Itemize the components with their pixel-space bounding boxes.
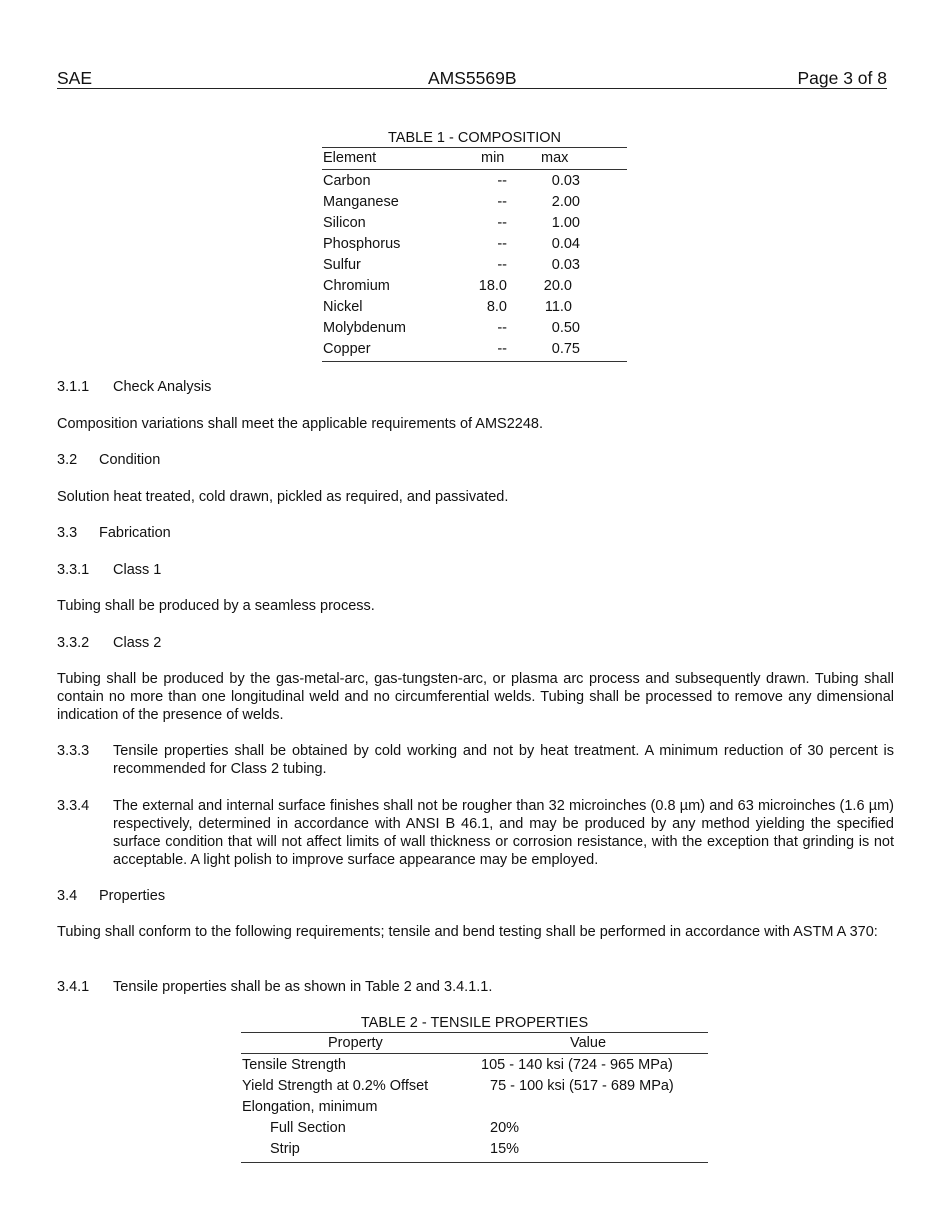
cell-property: Full Section	[270, 1120, 346, 1136]
cell-value: 20%	[490, 1120, 520, 1136]
paragraph-3-3-1: Tubing shall be produced by a seamless process.	[57, 598, 375, 614]
cell-min: --	[497, 173, 507, 189]
tensile-properties-table	[241, 1014, 708, 1163]
section-number: 3.1.1	[57, 379, 90, 395]
section-heading-3-4	[57, 887, 165, 905]
cell-element: Silicon	[323, 215, 366, 231]
section-heading-3-1-1	[57, 378, 211, 396]
col-header-element: Element	[323, 150, 377, 166]
section-heading-3-3-2	[57, 634, 161, 652]
cell-min: --	[497, 257, 507, 273]
table-row	[241, 1097, 708, 1118]
col-header-value: Value	[570, 1035, 607, 1051]
section-title: Check Analysis	[113, 379, 212, 395]
table-row	[241, 1076, 708, 1097]
col-header-max: max	[541, 150, 569, 166]
paragraph-3-4: Tubing shall conform to the following requirements; tensile and bend testing shall be performed in accordance with ASTM A 370:	[57, 924, 878, 940]
cell-element: Sulfur	[323, 257, 361, 273]
cell-element: Molybdenum	[323, 320, 407, 336]
cell-element: Manganese	[323, 194, 399, 210]
paragraph-3-3-4	[57, 797, 894, 869]
cell-min: --	[497, 236, 507, 252]
table-header-row	[241, 1033, 708, 1054]
section-text: The external and internal surface finishes shall not be rougher than 32 microinches (0.8 µm) and 63 microinches (1.6 µm) respectively, determined in accordance with ANSI B 46.1, and may be produced by any method yielding the specified surface condition that will not affect limits of wall thickness or corrosion resistance, with the exception that grinding is not acceptable. A light polish to improve surface appearance may be employed.	[113, 798, 894, 868]
cell-element: Carbon	[323, 173, 371, 189]
section-heading-3-4-1	[57, 978, 492, 996]
cell-element: Copper	[323, 341, 371, 357]
table-row	[322, 234, 627, 255]
cell-element: Chromium	[323, 278, 390, 294]
cell-min: --	[497, 320, 507, 336]
cell-property: Strip	[270, 1141, 300, 1157]
section-number: 3.2	[57, 452, 78, 468]
table-body	[322, 170, 627, 362]
table-title: TABLE 1 - COMPOSITION	[322, 129, 627, 148]
table-row	[322, 255, 627, 276]
table-row	[322, 339, 627, 360]
cell-max: 0.75	[551, 341, 580, 357]
col-header-property: Property	[328, 1035, 383, 1051]
cell-min: --	[497, 215, 507, 231]
paragraph-3-2: Solution heat treated, cold drawn, pickled as required, and passivated.	[57, 489, 509, 505]
section-number: 3.3.3	[57, 743, 90, 759]
cell-max: 11.0	[544, 299, 572, 315]
table-row	[322, 192, 627, 213]
cell-value: 75 - 100 ksi (517 - 689 MPa)	[490, 1078, 674, 1094]
cell-max: 20.0	[543, 278, 572, 294]
cell-min: 8.0	[486, 299, 507, 315]
section-number: 3.3.2	[57, 635, 90, 651]
section-text: Tensile properties shall be as shown in Table 2 and 3.4.1.1.	[113, 979, 493, 995]
section-heading-3-3	[57, 524, 171, 542]
cell-value: 15%	[490, 1141, 520, 1157]
cell-value: 105 - 140 ksi (724 - 965 MPa)	[481, 1057, 673, 1073]
table-row	[322, 318, 627, 339]
section-title: Fabrication	[99, 525, 171, 541]
table-row	[241, 1055, 708, 1076]
cell-property: Elongation, minimum	[242, 1099, 378, 1115]
table-header-row	[322, 148, 627, 170]
cell-property: Tensile Strength	[242, 1057, 346, 1073]
table-row	[241, 1118, 708, 1139]
table-row	[322, 213, 627, 234]
cell-element: Phosphorus	[323, 236, 401, 252]
paragraph-3-1-1: Composition variations shall meet the applicable requirements of AMS2248.	[57, 416, 544, 432]
section-number: 3.3.1	[57, 562, 90, 578]
paragraph-3-3-2: Tubing shall be produced by the gas-metal-arc, gas-tungsten-arc, or plasma arc process and subsequently drawn. Tubing shall contain no more than one longitudinal weld and no circumferential welds. Tubing shall be processed to remove any dimensional indication of the presence of welds.	[57, 671, 894, 723]
table-body	[241, 1054, 708, 1163]
cell-property: Yield Strength at 0.2% Offset	[242, 1078, 429, 1094]
cell-max: 2.00	[551, 194, 580, 210]
cell-max: 0.04	[551, 236, 580, 252]
cell-element: Nickel	[323, 299, 363, 315]
table-row	[322, 297, 627, 318]
section-title: Class 1	[113, 562, 162, 578]
table-row	[322, 171, 627, 192]
composition-table	[322, 129, 627, 362]
header-page-number: Page 3 of 8	[797, 68, 887, 88]
section-number: 3.4.1	[57, 979, 90, 995]
section-text: Tensile properties shall be obtained by cold working and not by heat treatment. A minimum reduction of 30 percent is recommended for Class 2 tubing.	[113, 743, 894, 777]
section-number: 3.4	[57, 888, 78, 904]
section-number: 3.3	[57, 525, 78, 541]
section-title: Condition	[99, 452, 161, 468]
cell-max: 0.03	[551, 257, 580, 273]
cell-max: 1.00	[551, 215, 580, 231]
section-heading-3-3-1	[57, 561, 161, 579]
section-number: 3.3.4	[57, 798, 90, 814]
cell-max: 0.03	[551, 173, 580, 189]
cell-min: --	[497, 341, 507, 357]
cell-min: 18.0	[478, 278, 507, 294]
table-row	[241, 1139, 708, 1160]
cell-max: 0.50	[551, 320, 580, 336]
section-heading-3-2	[57, 451, 160, 469]
header-org: SAE	[57, 68, 93, 88]
header-doc-id: AMS5569B	[428, 68, 517, 88]
page-header	[57, 68, 887, 89]
table-title: TABLE 2 - TENSILE PROPERTIES	[241, 1014, 708, 1033]
paragraph-3-3-3	[57, 742, 894, 778]
cell-min: --	[497, 194, 507, 210]
table-row	[322, 276, 627, 297]
section-title: Class 2	[113, 635, 162, 651]
section-title: Properties	[99, 888, 166, 904]
col-header-min: min	[481, 150, 505, 166]
